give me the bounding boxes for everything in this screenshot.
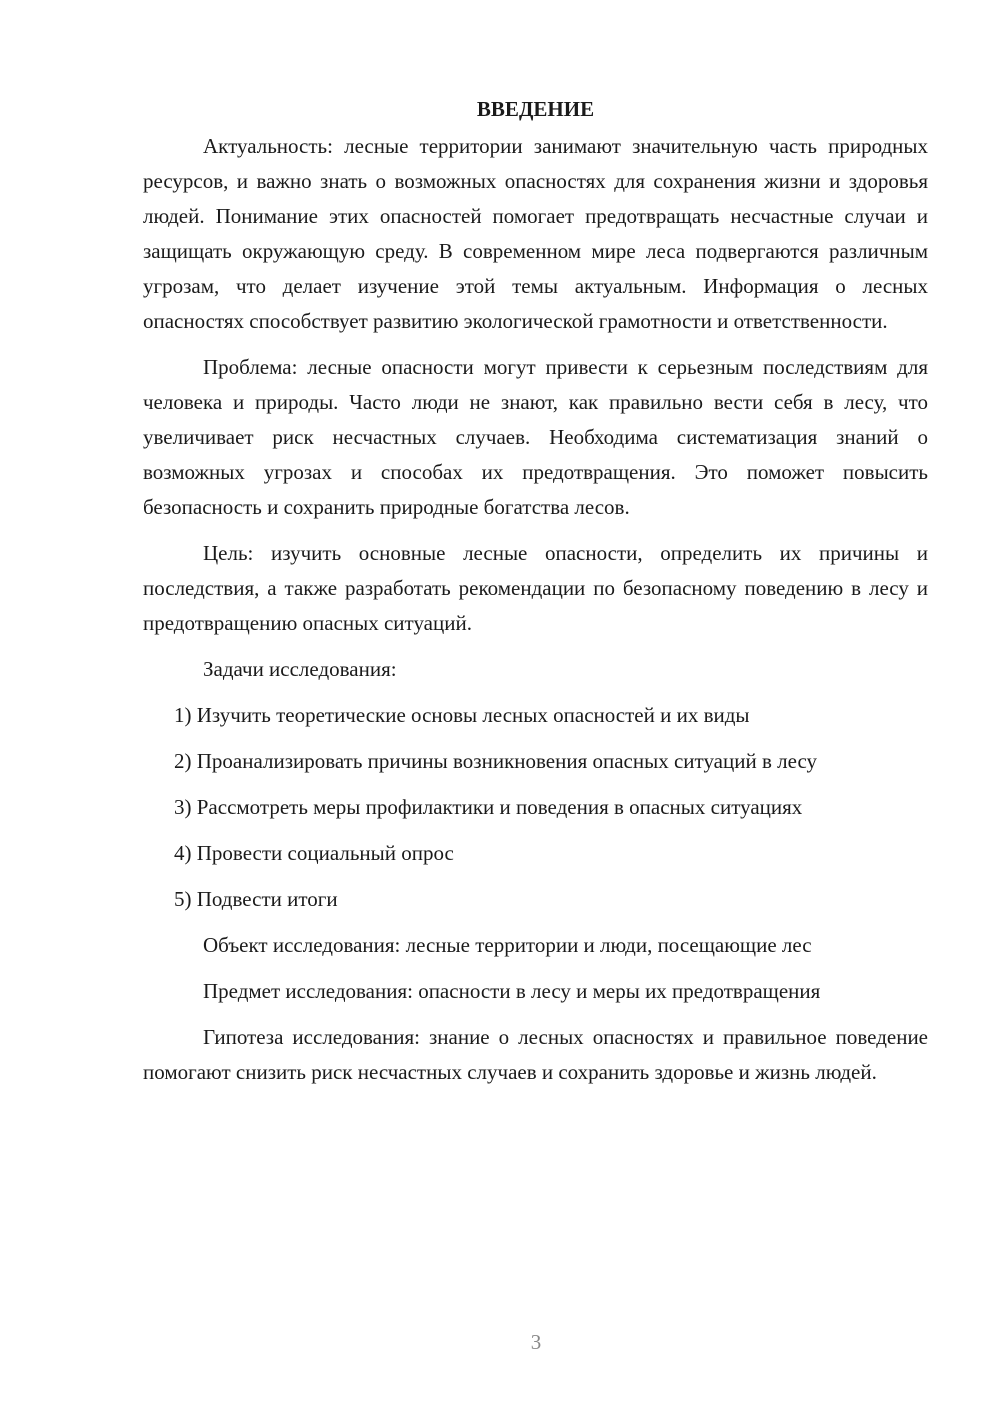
page-number: 3 bbox=[530, 1330, 542, 1354]
paragraph-hypothesis: Гипотеза исследования: знание о лесных опасностях и правильное поведение помогают снизить риск несчастных случаев и сохранить здоровье и жизнь людей. bbox=[143, 1025, 928, 1084]
task-item-5: 5) Подвести итоги bbox=[174, 887, 338, 911]
task-item-3: 3) Рассмотреть меры профилактики и поведения в опасных ситуациях bbox=[174, 795, 803, 819]
task-item-2: 2) Проанализировать причины возникновения опасных ситуаций в лесу bbox=[174, 749, 817, 773]
page-content bbox=[143, 92, 928, 1101]
section-title: ВВЕДЕНИЕ bbox=[476, 97, 595, 121]
paragraph-relevance: Актуальность: лесные территории занимают значительную часть природных ресурсов, и важно знать о возможных опасностях для сохранения жизни и здоровья людей. Понимание этих опасностей помогает предотвращать несчастные случаи и защищать окружающую среду. В современном мире леса подвергаются различным угрозам, что делает изучение этой темы актуальным. Информация о лесных опасностях способствует развитию экологической грамотности и ответственности. bbox=[143, 134, 928, 333]
paragraph-goal: Цель: изучить основные лесные опасности, определить их причины и последствия, а также разработать рекомендации по безопасному поведению в лесу и предотвращению опасных ситуаций. bbox=[143, 541, 928, 635]
paragraph-object: Объект исследования: лесные территории и люди, посещающие лес bbox=[203, 933, 812, 957]
tasks-heading: Задачи исследования: bbox=[203, 657, 397, 681]
paragraph-subject: Предмет исследования: опасности в лесу и меры их предотвращения bbox=[203, 979, 821, 1003]
paragraph-problem: Проблема: лесные опасности могут привести к серьезным последствиям для человека и природы. Часто люди не знают, как правильно вести себя в лесу, что увеличивает риск несчастных случаев. Необходима систематизация знаний о возможных угрозах и способах их предотвращения. Это поможет повысить безопасность и сохранить природные богатства лесов. bbox=[143, 355, 928, 519]
task-item-4: 4) Провести социальный опрос bbox=[174, 841, 454, 865]
task-item-1: 1) Изучить теоретические основы лесных опасностей и их виды bbox=[174, 703, 750, 727]
